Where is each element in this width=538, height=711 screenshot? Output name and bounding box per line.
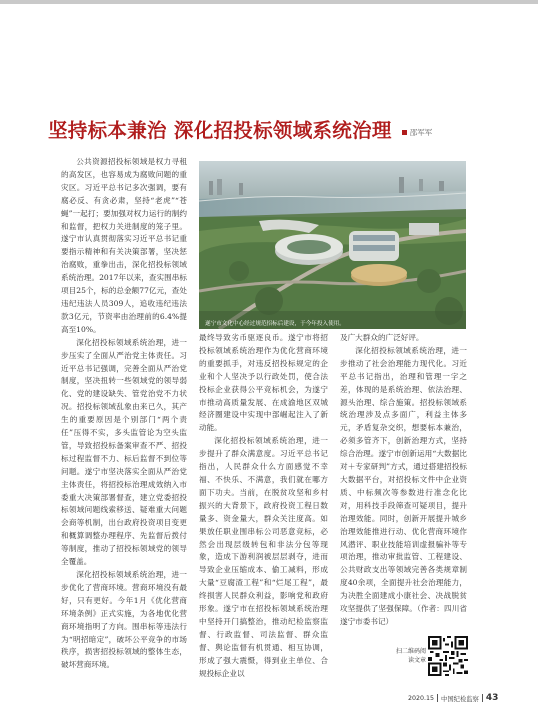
- text-column-1: [61, 156, 187, 672]
- top-rule: [0, 0, 538, 4]
- qr-label: 扫二维码阅读文章: [395, 648, 426, 664]
- article-title: 坚持标本兼治 深化招投标领域系统治理: [48, 119, 392, 142]
- paragraph: 深化招投标领域系统治理，进一步优化了营商环境。营商环境没有最好，只有更好。今年1月《优化营商环境条例》正式实施，为各地优化营商环境指明了方向。围串标等违法行为“明招暗定”，破坏公平竞争的市场秩序，损害招投标领域的整体生态，破坏营商环境。: [61, 570, 187, 670]
- page-footer: [408, 693, 498, 703]
- author-byline: [402, 127, 433, 138]
- issue-number: 2020.15: [408, 694, 435, 702]
- author-name: 邵军军: [409, 127, 433, 137]
- text-column-3: [340, 332, 467, 629]
- paragraph: 深化招投标领域系统治理，进一步压实了全面从严治党主体责任。习近平总书记强调，完善全面从严治党制度，坚决扭转一些领域党的领导弱化、党的建设缺失、管党治党不力状况。招投标领域乱象由来已久，其产生的重要原因是个别部门“两个责任”压得不实，多头监管论为空头监管，导致招投标备案审查不严、招投标过程监督不力、标后监督不到位等问题。遂宁市坚决落实全面从严治党主体责任，将招投标治理成效纳入市委重大决策部署督查，建立党委招投标领域问题线索移送、疑难重大问题会商等机制，出台政府投资项目变更和概算调整办理程序、先监督后拨付等制度，推动了招投标领域党的领导全覆盖。: [61, 337, 187, 567]
- author-marker-icon: [402, 130, 407, 135]
- page-number: 43: [485, 693, 499, 703]
- paragraph: 深化招投标领域系统治理，进一步推动了社会治理能力现代化。习近平总书记指出，治理和管理一字之差，体现的是系统治理、依法治理、源头治理、综合施策。招投标领域系统治理涉及点多面广，利益主体多元，矛盾复杂交织，想要标本兼治，必须多管齐下，创新治理方式，坚持综合治理。遂宁市创新运用“大数据比对＋专家研判”方式，通过搭建招投标大数据平台，对招投标文件中企业资质、中标频次等参数进行准念化比对，用科技手段筛查可疑项目，提升治理效能。同时，创新开展提升城乡治理效能推进行动、优化营商环境作风潜评、职业技能培训虚报骗补等专项治理，推动审批监管、工程建设、公共财政支出等领域完善各类规章制度40余项，全面提升社会治理能力，为决胜全面建成小康社会、决战脱贫攻坚提供了坚强保障。（作者：四川省遂宁市委书记）: [340, 345, 467, 626]
- paragraph: 及广大群众的广泛好评。: [340, 333, 424, 342]
- aerial-view-image: [199, 161, 466, 329]
- footer-divider: [482, 694, 483, 702]
- paragraph: 深化招投标领域系统治理，进一步提升了群众满意度。习近平总书记指出，人民群众什么方面感觉不幸福、不快乐、不满意，我们就在哪方面下功夫。当前，在脱贫攻坚和乡村振兴的大背景下，政府投资工程日数量多、资金量大，群众关注度高。如果放任职业围串标公司恶意竞标，必然会出现层级转包和非法分包等现象，造成下游利润被层层剥夺，进而导致企业压缩成本、偷工减料，形成大量“豆腐渣工程”和“烂尾工程”，最终损害人民群众利益，影响党和政府形象。遂宁市在招投标领域系统治理中坚持开门搞整治，推动纪检监察监督、行政监督、司法监督、群众监督、舆论监督有机贯通、相互协调，形成了强大震慑，得到业主单位、合规投标企业以: [199, 436, 328, 678]
- magazine-name: 中国纪检监察: [441, 695, 479, 703]
- text-column-2: [199, 332, 328, 680]
- paragraph: 最终导致劣币驱逐良币。遂宁市将招投标领域系统治理作为优化营商环境的重要抓手，对违反招投标规定的企业和个人坚决予以行政处罚，使合法投标企业获得公平竞标机会，为遂宁市推动高质量发展、在成渝地区双城经济圈建设中实现中部崛起注入了新动能。: [199, 333, 328, 433]
- photo-caption: 遂宁市文化中心经过规范招标后建设，于今年投入使用。: [205, 321, 345, 327]
- article-header: [48, 114, 508, 144]
- footer-divider: [437, 694, 438, 702]
- qr-code-icon[interactable]: [428, 636, 468, 676]
- paragraph: 公共资源招投标领域是权力寻租的高发区，也容易成为腐败问题的重灾区。习近平总书记多次强调，要有腐必反、有贪必肃，坚持“老虎”“苍蝇”一起打；要加强对权力运行的制约和监督，把权力关进制度的笼子里。遂宁市认真贯彻落实习近平总书记重要指示精神和有关决策部署，坚决惩治腐败，重拳出击，深化招投标领域系统治理。2017年以来，查实围串标项目25个，标的总金额77亿元，查处违纪违法人员309人，追收违纪违法款3亿元，节资率由治理前的6.4%提高至10%。: [61, 157, 187, 334]
- article-photo: [199, 161, 466, 329]
